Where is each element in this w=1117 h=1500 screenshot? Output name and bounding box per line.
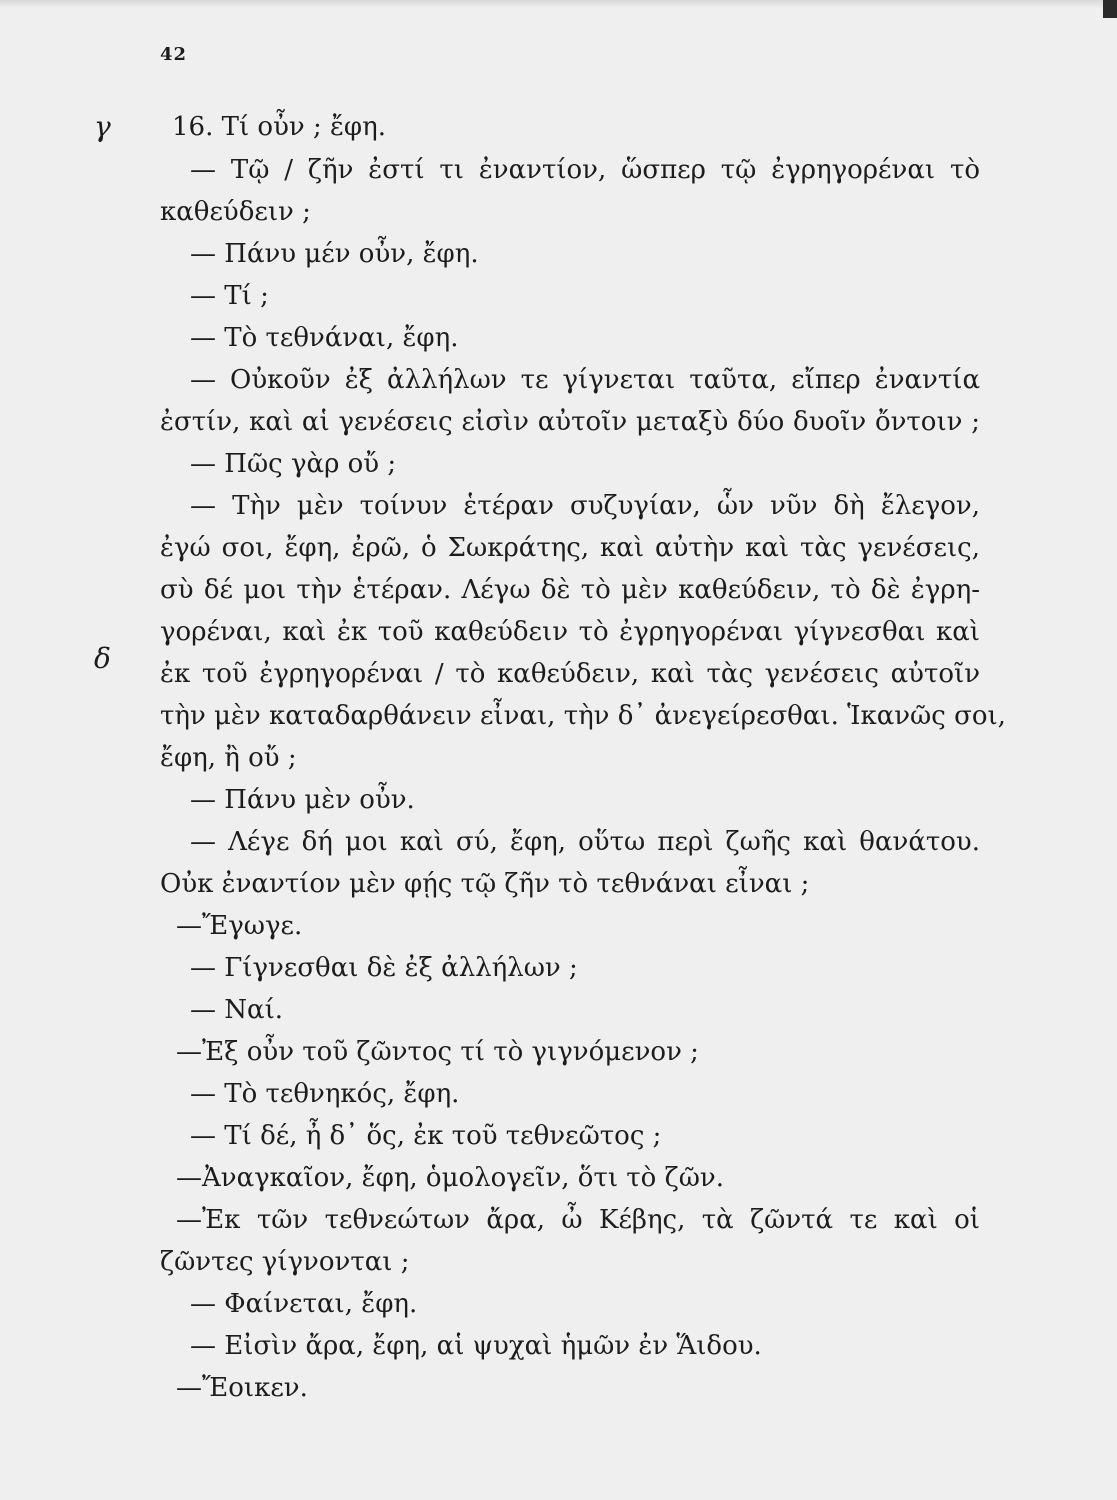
- text-line: — Τί ;: [190, 281, 269, 311]
- text-line: — Τὸ τεθνηκός, ἔφη.: [190, 1079, 460, 1109]
- text-line: —Ἐξ οὖν τοῦ ζῶντος τί τὸ γιγνόμενον ;: [176, 1037, 699, 1067]
- text-line: τὴν μὲν καταδαρθάνειν εἶναι, τὴν δ᾽ ἀνεγείρεσθαι. Ἱκανῶς σοι,: [160, 701, 1006, 731]
- text-line: —Ἀναγκαῖον, ἔφη, ὁμολογεῖν, ὅτι τὸ ζῶν.: [176, 1163, 724, 1193]
- text-line: 16. Τί οὖν ; ἔφη.: [172, 112, 386, 142]
- text-line: — Τὴν μὲν τοίνυν ἑτέραν συζυγίαν, ὧν νῦν δὴ ἔλεγον,: [190, 491, 980, 521]
- text-line: — Γίγνεσθαι δὲ ἐξ ἀλλήλων ;: [190, 953, 578, 983]
- text-line: Οὐκ ἐναντίον μὲν φῄς τῷ ζῆν τὸ τεθνάναι εἶναι ;: [160, 869, 810, 899]
- text-line: γορέναι, καὶ ἐκ τοῦ καθεύδειν τὸ ἐγρηγορέναι γίγνεσθαι καὶ: [160, 617, 980, 647]
- text-line: ἐστίν, καὶ αἱ γενέσεις εἰσὶν αὐτοῖν μεταξὺ δύο δυοῖν ὄντοιν ;: [160, 407, 980, 437]
- text-line: ἐκ τοῦ ἐγρηγορέναι / τὸ καθεύδειν, καὶ τὰς γενέσεις αὐτοῖν: [160, 659, 980, 689]
- text-line: — Τί δέ, ἦ δ᾽ ὅς, ἐκ τοῦ τεθνεῶτος ;: [190, 1121, 662, 1151]
- text-line: —Ἔγωγε.: [176, 911, 303, 941]
- text-line: — Οὐκοῦν ἐξ ἀλλήλων τε γίγνεται ταῦτα, εἴπερ ἐναντία: [190, 365, 980, 395]
- text-line: — Πάνυ μέν οὖν, ἔφη.: [190, 239, 479, 269]
- margin-mark-delta: δ: [94, 642, 111, 675]
- text-line: — Φαίνεται, ἔφη.: [190, 1289, 418, 1319]
- text-line: — Λέγε δή μοι καὶ σύ, ἔφη, οὕτω περὶ ζωῆς καὶ θανάτου.: [190, 827, 980, 857]
- text-line: — Εἰσὶν ἄρα, ἔφη, αἱ ψυχαὶ ἡμῶν ἐν Ἅιδου.: [190, 1331, 762, 1361]
- text-line: ἔφη, ἢ οὔ ;: [160, 743, 297, 773]
- text-line: — Πάνυ μὲν οὖν.: [190, 785, 415, 815]
- margin-mark-gamma: γ: [94, 110, 111, 143]
- text-line: — Τῷ / ζῆν ἐστί τι ἐναντίον, ὥσπερ τῷ ἐγρηγορέναι τὸ: [190, 155, 980, 185]
- page-number: 42: [160, 44, 188, 65]
- text-line: —Ἐκ τῶν τεθνεώτων ἄρα, ὦ Κέβης, τὰ ζῶντά τε καὶ οἱ: [176, 1205, 980, 1235]
- text-line: σὺ δέ μοι τὴν ἑτέραν. Λέγω δὲ τὸ μὲν καθεύδειν, τὸ δὲ ἐγρη-: [160, 575, 980, 605]
- text-line: — Ναί.: [190, 995, 284, 1025]
- text-line: ζῶντες γίγνονται ;: [160, 1247, 410, 1277]
- text-line: ἐγώ σοι, ἔφη, ἐρῶ, ὁ Σωκράτης, καὶ αὐτὴν καὶ τὰς γενέσεις,: [160, 533, 980, 563]
- text-line: —Ἔοικεν.: [176, 1373, 308, 1403]
- scan-edge: [1103, 0, 1117, 18]
- scan-top-shadow: [0, 0, 1117, 8]
- text-line: — Τὸ τεθνάναι, ἔφη.: [190, 323, 459, 353]
- text-line: — Πῶς γὰρ οὔ ;: [190, 449, 397, 479]
- text-line: καθεύδειν ;: [160, 197, 311, 227]
